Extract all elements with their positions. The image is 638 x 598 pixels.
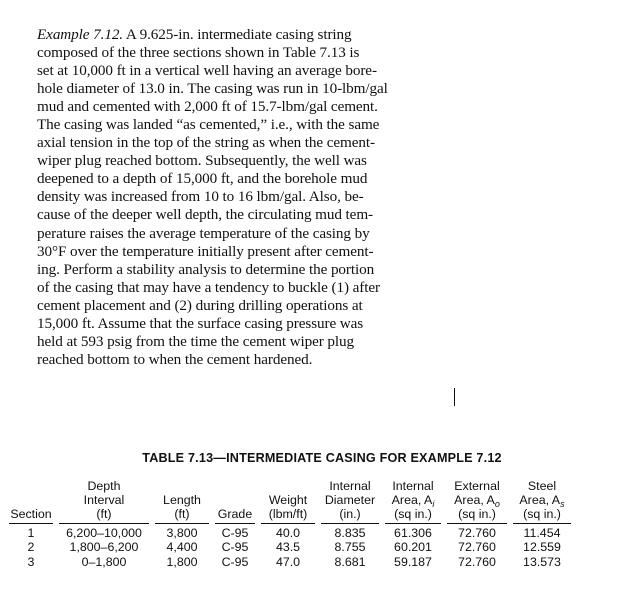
example-line-15: of the casing that may have a tendency to buckle (1) after [37, 278, 380, 296]
cell-depth: 1,800–6,200 [69, 540, 139, 555]
cell-steel-area: 12.559 [523, 540, 561, 555]
col-header-internal-area: Internal Area, $A_i$ (sq in.) [391, 479, 435, 522]
cell-length: 1,800 [166, 554, 198, 569]
cell-weight: 43.5 [275, 540, 301, 555]
example-line-14: ing. Perform a stability analysis to determine the portion [37, 260, 375, 278]
example-line-19: reached bottom to when the cement hardened. [37, 350, 313, 368]
cell-external-area: 72.760 [458, 540, 496, 555]
cell-steel-area: 13.573 [523, 554, 561, 569]
example-line-8: wiper plug reached bottom. Subsequently, the well was [37, 152, 367, 170]
cell-external-area: 72.760 [458, 554, 496, 569]
cell-weight: 47.0 [275, 554, 301, 569]
col-header-external-area: External Area, $A_o$ (sq in.) [454, 479, 500, 522]
cell-internal-diameter: 8.755 [334, 540, 366, 555]
example-line-17: 15,000 ft. Assume that the surface casing pressure was [37, 314, 364, 332]
cell-length: 4,400 [166, 540, 198, 555]
col-header-length: Length (ft) [163, 493, 201, 522]
example-line-1: Example 7.12. A 9.625-in. intermediate casing string [37, 26, 352, 43]
example-line-5: mud and cemented with 2,000 ft of 15.7-lbm/gal cement. [37, 98, 378, 116]
example-line-18: held at 593 psig from the time the cement wiper plug [37, 332, 355, 350]
cell-section: 2 [27, 540, 35, 555]
cell-length: 3,800 [166, 525, 198, 540]
cell-section: 3 [27, 554, 35, 569]
example-line-3: set at 10,000 ft in a vertical well having an average bore- [37, 62, 377, 80]
table-title: TABLE 7.13—INTERMEDIATE CASING FOR EXAMPLE 7.12 [142, 451, 502, 465]
example-line-12: perature raises the average temperature of the casing by [37, 224, 370, 242]
example-paragraph [37, 26, 437, 369]
example-line-9: deepened to a depth of 15,000 ft, and the borehole mud [37, 170, 368, 188]
col-header-steel-area: Steel Area, $A_s$ (sq in.) [519, 479, 565, 522]
cell-internal-diameter: 8.835 [334, 525, 366, 540]
cell-internal-area: 61.306 [394, 525, 432, 540]
cell-external-area: 72.760 [458, 525, 496, 540]
example-line-16: cement placement and (2) during drilling operations at [37, 296, 363, 314]
example-label: Example 7.12. [37, 26, 124, 43]
cell-section: 1 [27, 525, 35, 540]
col-header-weight: Weight (lbm/ft) [268, 493, 308, 522]
example-line-13: 30°F over the temperature initially present after cement- [37, 242, 374, 260]
col-header-grade: Grade [217, 507, 253, 522]
text-cursor [454, 388, 455, 406]
cell-depth: 6,200–10,000 [66, 525, 142, 540]
header-row [6, 479, 574, 523]
col-header-section: Section [10, 507, 52, 522]
cell-internal-diameter: 8.681 [334, 554, 366, 569]
table-row [6, 526, 574, 541]
example-line-10: density was increased from 10 to 16 lbm/gal. Also, be- [37, 188, 364, 206]
table-row [6, 540, 574, 555]
example-line-7: axial tension in the top of the string as when the cement- [37, 134, 375, 152]
cell-steel-area: 11.454 [523, 525, 561, 540]
example-line-2: composed of the three sections shown in Table 7.13 is [37, 44, 360, 62]
example-line-4: hole diameter of 13.0 in. The casing was run in 10-lbm/gal [37, 80, 388, 98]
cell-grade: C-95 [221, 525, 249, 540]
cell-weight: 40.0 [275, 525, 301, 540]
cell-internal-area: 60.201 [394, 540, 432, 555]
cell-internal-area: 59.187 [394, 554, 432, 569]
col-header-depth: Depth Interval (ft) [83, 479, 125, 522]
table-row [6, 555, 574, 570]
example-line-11: cause of the deeper well depth, the circulating mud tem- [37, 206, 373, 224]
cell-grade: C-95 [221, 554, 249, 569]
example-line-6: The casing was landed “as cemented,” i.e., with the same [37, 116, 380, 134]
cell-grade: C-95 [221, 540, 249, 555]
cell-depth: 0–1,800 [81, 554, 127, 569]
col-header-internal-diameter: Internal Diameter (in.) [324, 479, 376, 522]
casing-table [6, 479, 574, 569]
